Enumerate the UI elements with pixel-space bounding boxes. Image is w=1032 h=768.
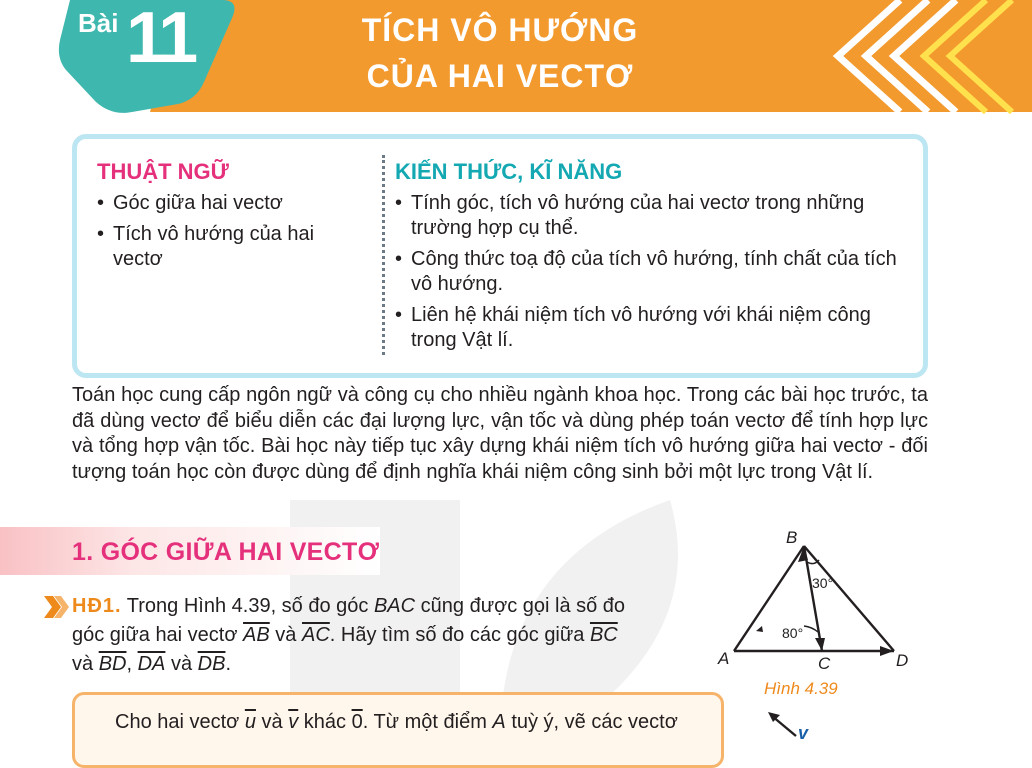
vector-ac: $\overline{AC}$ xyxy=(301,624,330,646)
objectives-box xyxy=(72,134,928,378)
point-a: A xyxy=(492,711,506,733)
angle-80-label: 80° xyxy=(782,625,804,641)
point-d-label: D xyxy=(896,651,909,670)
figure-caption: Hình 4.39 xyxy=(764,679,838,698)
vector-v: $\overline{v}$ xyxy=(288,711,299,733)
activity-text: . xyxy=(225,653,232,675)
definition-box xyxy=(72,692,724,768)
point-a-label: A xyxy=(718,649,730,668)
list-item: • Liên hệ khái niệm tích vô hướng với khái niệm công trong Vật lí. xyxy=(395,303,905,353)
vector-u: $\overline{u}$ xyxy=(244,711,256,733)
definition-fragment: . Từ một điểm xyxy=(362,711,493,733)
lesson-number: 11 xyxy=(126,0,195,78)
section-title: 1. GÓC GIỮA HAI VECTƠ xyxy=(72,538,380,566)
definition-text xyxy=(115,711,678,734)
activity-text: và xyxy=(269,624,302,646)
definition-fragment: Cho hai vectơ xyxy=(115,711,245,733)
activity-text: Trong Hình 4.39, số đo góc xyxy=(121,595,374,617)
vector-ab: $\overline{AB}$ xyxy=(243,624,270,646)
definition-fragment: khác xyxy=(298,711,352,733)
lesson-title-line2: CỦA HAI VECTƠ xyxy=(366,58,634,94)
definition-fragment: tuỳ ý, vẽ các vectơ xyxy=(505,711,678,733)
lesson-title-line1: TÍCH VÔ HƯỚNG xyxy=(361,12,639,48)
intro-paragraph: Toán học cung cấp ngôn ngữ và công cụ cho nhiều ngành khoa học. Trong các bài học trước, ta đã dùng vectơ để biểu diễn các đại lượng lực, vận tốc và dùng phép toán vectơ để tính hợp lực và tổng hợp vận tốc. Bài học này tiếp tục xây dựng khái niệm tích vô hướng giữa hai vectơ - đối tượng toán học còn được dùng để định nghĩa khái niệm công sinh bởi một lực trong Vật lí. xyxy=(72,384,928,483)
activity-label: HĐ1. xyxy=(72,595,122,617)
dotted-divider xyxy=(382,155,385,355)
vector-arrow-icon xyxy=(760,708,820,741)
activity-text: và xyxy=(72,653,99,675)
activity-text: cũng được gọi là số đo góc giữa hai vectơ xyxy=(72,595,626,646)
point-c-label: C xyxy=(818,654,831,673)
list-item: • Tích vô hướng của hai vectơ xyxy=(97,222,367,272)
terms-heading: THUẬT NGỮ xyxy=(97,159,229,184)
definition-fragment: và xyxy=(255,711,289,733)
skills-list xyxy=(395,191,905,359)
angle-name: BAC xyxy=(373,595,416,617)
angle-30-label: 30° xyxy=(812,575,834,591)
double-chevron-icon xyxy=(44,596,70,618)
activity-text: , xyxy=(126,653,138,675)
vector-bc: $\overline{BC}$ xyxy=(589,624,618,646)
vector-v-label: v xyxy=(798,723,809,741)
skills-heading: KIẾN THỨC, KĨ NĂNG xyxy=(395,159,623,184)
vector-bd: $\overline{BD}$ xyxy=(98,653,127,675)
lesson-word: Bài xyxy=(78,8,119,38)
vector-da: $\overline{DA}$ xyxy=(137,653,166,675)
segment-bc xyxy=(804,546,822,651)
list-item: • Góc giữa hai vectơ xyxy=(97,191,367,216)
activity-text: và xyxy=(165,653,198,675)
point-b-label: B xyxy=(786,528,798,547)
activity-hd1 xyxy=(72,592,642,679)
vector-db: $\overline{DB}$ xyxy=(197,653,226,675)
activity-text: . Hãy tìm số đo các góc giữa xyxy=(329,624,590,646)
list-item: • Công thức toạ độ của tích vô hướng, tính chất của tích vô hướng. xyxy=(395,247,905,297)
terms-list xyxy=(97,191,367,278)
list-item: • Tính góc, tích vô hướng của hai vectơ trong những trường hợp cụ thể. xyxy=(395,191,905,241)
zero-vector: 0 xyxy=(351,711,363,733)
